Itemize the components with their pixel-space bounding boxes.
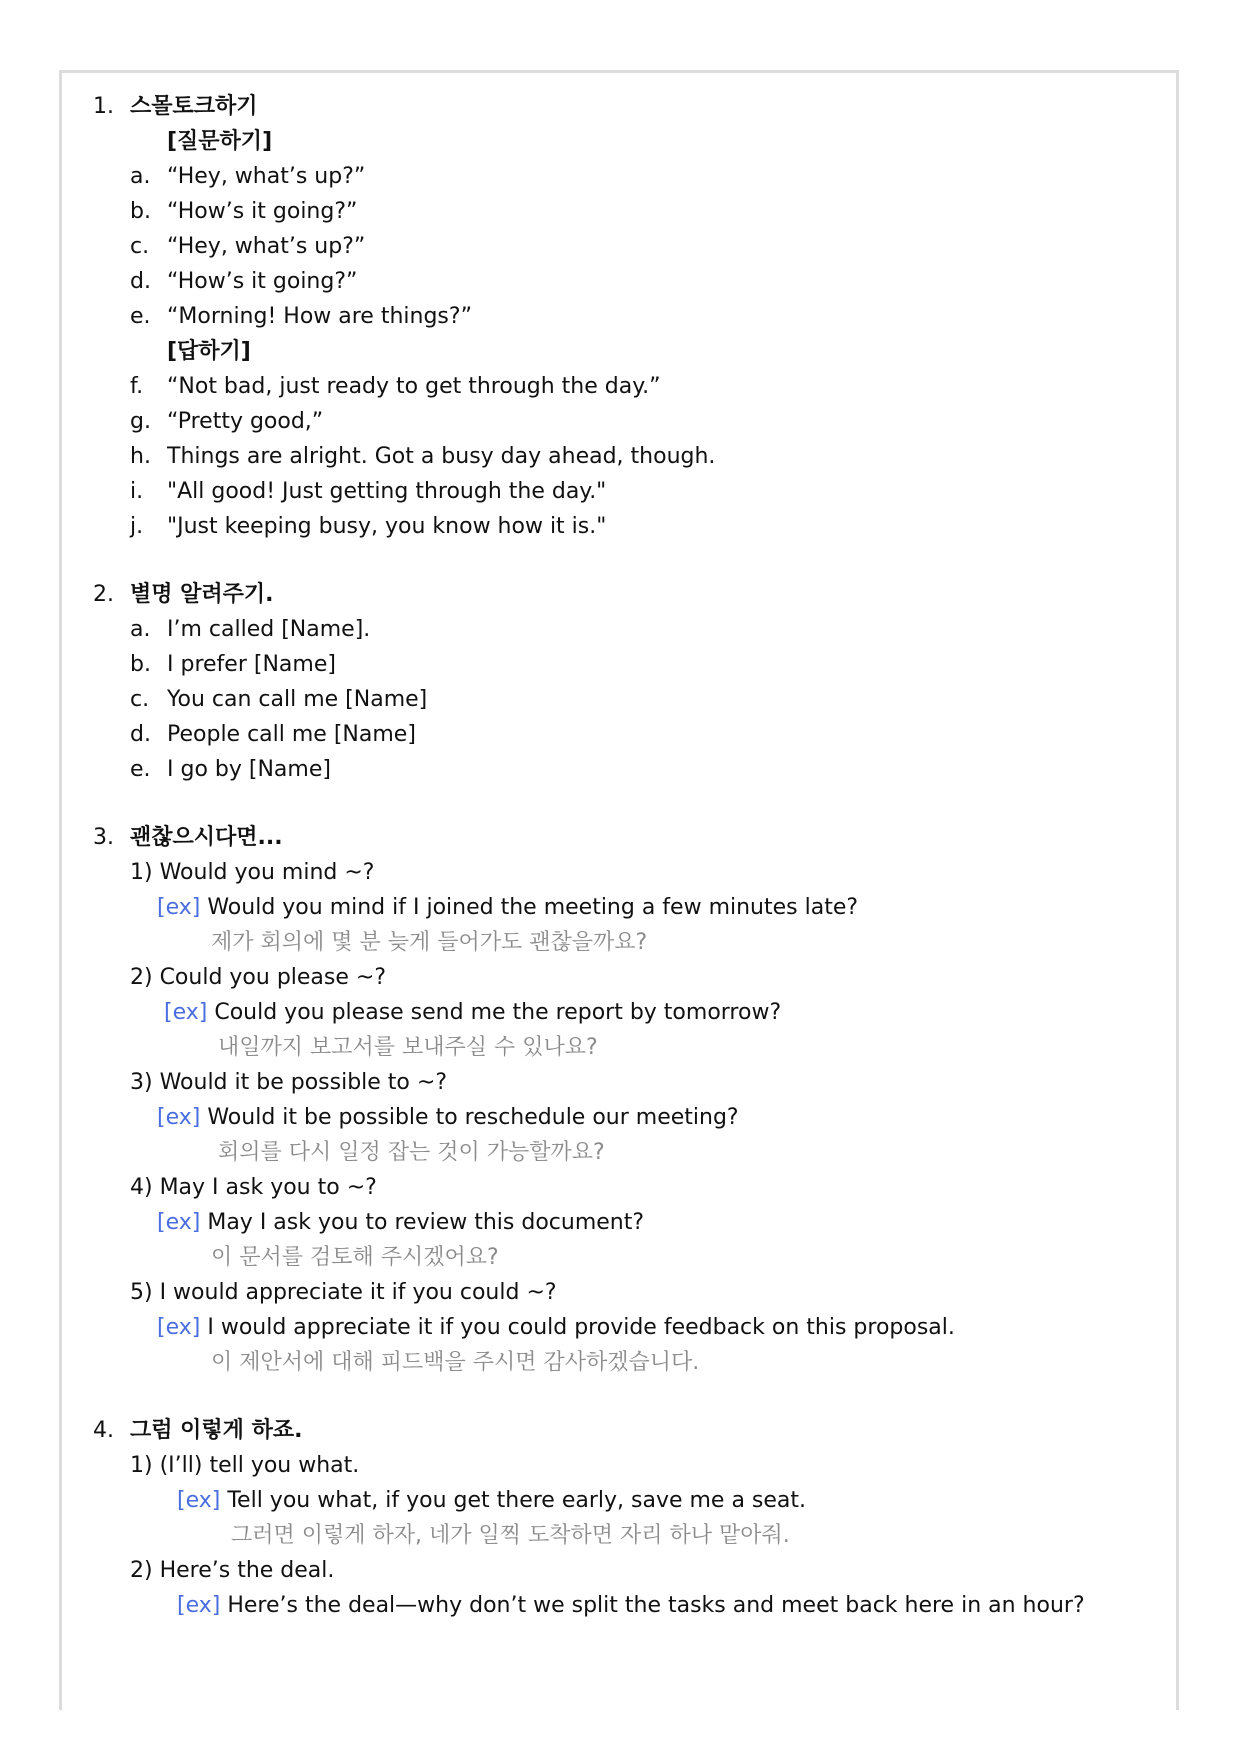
translation-text: 내일까지 보고서를 보내주실 수 있나요?: [218, 1035, 598, 1060]
example-en: [0, 1588, 1241, 1623]
section-heading: [0, 820, 1241, 855]
section-number: 1.: [93, 94, 114, 119]
list-item: [0, 264, 1241, 299]
item-text: “How’s it going?”: [167, 199, 358, 224]
expression-label: [0, 1170, 1241, 1205]
example-text: Tell you what, if you get there early, save me a seat.: [227, 1488, 807, 1513]
example-en: [0, 1310, 1241, 1345]
list-item: [0, 717, 1241, 752]
example-tag: [ex]: [164, 1000, 208, 1025]
item-text: "Just keeping busy, you know how it is.": [167, 514, 607, 539]
translation-text: 제가 회의에 몇 분 늦게 들어가도 괜찮을까요?: [211, 930, 648, 955]
section-heading: [0, 1413, 1241, 1448]
list-item: [0, 299, 1241, 334]
item-text: “Pretty good,”: [167, 409, 324, 434]
example-text: Here’s the deal—why don’t we split the tasks and meet back here in an hour?: [227, 1593, 1085, 1618]
example-text: Would you mind if I joined the meeting a few minutes late?: [207, 895, 859, 920]
expression-text: 3) Would it be possible to ~?: [130, 1070, 447, 1095]
example-tag: [ex]: [157, 1105, 201, 1130]
section-title: 괜찮으시다면...: [130, 825, 283, 850]
section-number: 3.: [93, 825, 114, 850]
section-title: 스몰토크하기: [130, 94, 258, 119]
list-item: [0, 439, 1241, 474]
item-text: I go by [Name]: [167, 757, 331, 782]
expression-label: [0, 1065, 1241, 1100]
example-text: I would appreciate it if you could provide feedback on this proposal.: [207, 1315, 955, 1340]
item-marker: d.: [130, 269, 151, 294]
expression-label: [0, 1275, 1241, 1310]
example-ko: [0, 925, 1241, 960]
list-item: [0, 159, 1241, 194]
example-tag: [ex]: [157, 1210, 201, 1235]
example-ko: [0, 1345, 1241, 1380]
list-item: [0, 369, 1241, 404]
item-text: “Not bad, just ready to get through the day.”: [167, 374, 661, 399]
example-ko: [0, 1030, 1241, 1065]
item-text: Things are alright. Got a busy day ahead, though.: [167, 444, 716, 469]
item-marker: i.: [130, 479, 144, 504]
list-item: [0, 229, 1241, 264]
example-text: Could you please send me the report by tomorrow?: [214, 1000, 782, 1025]
example-en: [0, 1205, 1241, 1240]
expression-text: 4) May I ask you to ~?: [130, 1175, 377, 1200]
example-ko: [0, 1518, 1241, 1553]
item-text: You can call me [Name]: [167, 687, 428, 712]
item-marker: e.: [130, 757, 151, 782]
list-item: [0, 474, 1241, 509]
item-text: “Hey, what’s up?”: [167, 234, 366, 259]
example-ko: [0, 1135, 1241, 1170]
item-marker: a.: [130, 617, 151, 642]
section-title: 그럼 이렇게 하죠.: [130, 1418, 303, 1443]
example-tag: [ex]: [177, 1593, 221, 1618]
item-text: People call me [Name]: [167, 722, 416, 747]
section-heading: [0, 89, 1241, 124]
translation-text: 회의를 다시 일정 잡는 것이 가능할까요?: [218, 1140, 605, 1165]
item-marker: e.: [130, 304, 151, 329]
list-item: [0, 194, 1241, 229]
list-item: [0, 612, 1241, 647]
item-text: “How’s it going?”: [167, 269, 358, 294]
item-marker: b.: [130, 652, 151, 677]
item-text: I’m called [Name].: [167, 617, 371, 642]
example-en: [0, 995, 1241, 1030]
item-text: "All good! Just getting through the day.": [167, 479, 607, 504]
example-text: Would it be possible to reschedule our meeting?: [207, 1105, 739, 1130]
example-tag: [ex]: [157, 1315, 201, 1340]
expression-label: [0, 1553, 1241, 1588]
list-item: [0, 647, 1241, 682]
item-text: “Morning! How are things?”: [167, 304, 472, 329]
subheading-text: [질문하기]: [167, 129, 273, 154]
subheading: [0, 334, 1241, 369]
expression-text: 1) Would you mind ~?: [130, 860, 375, 885]
example-en: [0, 890, 1241, 925]
section-number: 4.: [93, 1418, 114, 1443]
expression-text: 5) I would appreciate it if you could ~?: [130, 1280, 557, 1305]
example-text: May I ask you to review this document?: [207, 1210, 645, 1235]
expression-text: 2) Could you please ~?: [130, 965, 387, 990]
item-marker: c.: [130, 234, 150, 259]
item-marker: g.: [130, 409, 151, 434]
item-marker: b.: [130, 199, 151, 224]
list-item: [0, 404, 1241, 439]
translation-text: 이 문서를 검토해 주시겠어요?: [211, 1245, 499, 1270]
item-marker: j.: [130, 514, 144, 539]
list-item: [0, 682, 1241, 717]
expression-text: 1) (I’ll) tell you what.: [130, 1453, 360, 1478]
translation-text: 이 제안서에 대해 피드백을 주시면 감사하겠습니다.: [211, 1350, 700, 1375]
expression-label: [0, 855, 1241, 890]
translation-text: 그러면 이렇게 하자, 네가 일찍 도착하면 자리 하나 맡아줘.: [231, 1523, 790, 1548]
document-body: [0, 89, 1241, 1623]
section-heading: [0, 577, 1241, 612]
list-item: [0, 509, 1241, 544]
item-marker: d.: [130, 722, 151, 747]
section-number: 2.: [93, 582, 114, 607]
item-marker: a.: [130, 164, 151, 189]
expression-text: 2) Here’s the deal.: [130, 1558, 335, 1583]
item-marker: f.: [130, 374, 144, 399]
item-text: I prefer [Name]: [167, 652, 336, 677]
item-marker: h.: [130, 444, 151, 469]
item-text: “Hey, what’s up?”: [167, 164, 366, 189]
subheading-text: [답하기]: [167, 339, 251, 364]
example-ko: [0, 1240, 1241, 1275]
example-tag: [ex]: [157, 895, 201, 920]
example-en: [0, 1100, 1241, 1135]
list-item: [0, 752, 1241, 787]
expression-label: [0, 1448, 1241, 1483]
example-en: [0, 1483, 1241, 1518]
example-tag: [ex]: [177, 1488, 221, 1513]
section-title: 별명 알려주기.: [130, 582, 274, 607]
item-marker: c.: [130, 687, 150, 712]
subheading: [0, 124, 1241, 159]
expression-label: [0, 960, 1241, 995]
